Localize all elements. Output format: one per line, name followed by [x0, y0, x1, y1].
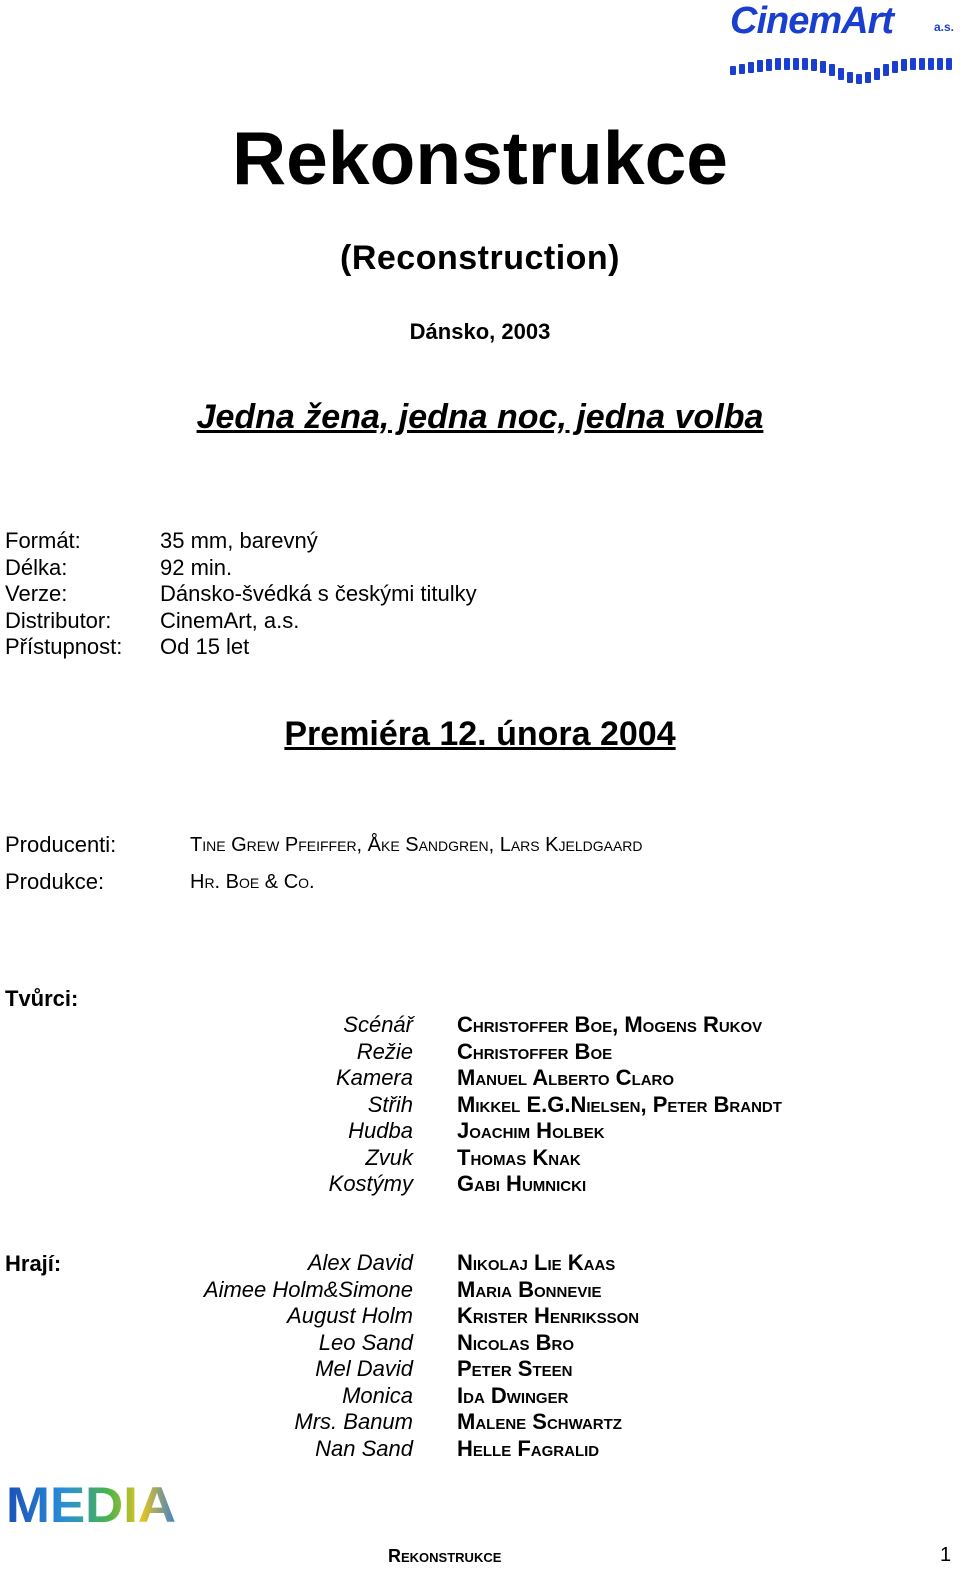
cast-role: Leo Sand: [318, 1329, 413, 1355]
crew-role: Režie: [356, 1038, 413, 1064]
info-value: Dánsko-švédká s českými titulky: [160, 581, 477, 606]
film-strip-icon: [728, 48, 956, 88]
cast-role: Mel David: [315, 1356, 413, 1381]
crew-role: Scénář: [343, 1012, 413, 1037]
media-logo-text: MEDIA: [6, 1480, 176, 1528]
cast-name: Krister Henriksson: [457, 1303, 640, 1328]
info-label: Délka:: [5, 554, 68, 580]
cast-names: [457, 1250, 639, 1462]
film-origin: Dánsko, 2003: [409, 319, 551, 344]
info-value: CinemArt, a.s.: [160, 607, 300, 633]
crew-name: Manuel Alberto Claro: [457, 1065, 675, 1090]
info-row-length: [5, 555, 477, 582]
info-label: Formát:: [5, 528, 81, 553]
production-company-label: Produkce:: [5, 869, 105, 894]
media-logo: [4, 1480, 180, 1528]
crew-name: Mikkel E.G.Nielsen, Peter Brandt: [457, 1091, 782, 1117]
crew-role: Kamera: [335, 1065, 413, 1090]
film-info-table: [5, 528, 477, 661]
crew-roles: [100, 1012, 413, 1198]
production-company-value: Hr. Boe & Co.: [190, 871, 315, 893]
info-label: Distributor:: [5, 607, 112, 633]
cast-name: Malene Schwartz: [457, 1409, 622, 1434]
cast-role: Aimee Holm&Simone: [203, 1276, 413, 1302]
cast-name: Nikolaj Lie Kaas: [457, 1250, 616, 1275]
cast-name: Helle Fagralid: [457, 1435, 600, 1461]
cast-name: Maria Bonnevie: [457, 1276, 602, 1302]
info-value: Od 15 let: [160, 634, 250, 659]
cast-name: Peter Steen: [457, 1356, 573, 1381]
info-label: Verze:: [5, 581, 68, 606]
info-value: 35 mm, barevný: [160, 528, 318, 553]
info-value: 92 min.: [160, 554, 233, 580]
producers-value: Tine Grew Pfeiffer, Åke Sandgren, Lars Kjeldgaard: [190, 834, 643, 856]
info-row-format: [5, 528, 477, 555]
crew-names: [457, 1012, 782, 1198]
film-title: Rekonstrukce: [231, 116, 729, 200]
cinemart-logo: [722, 0, 960, 92]
cast-role: August Holm: [287, 1303, 413, 1328]
info-row-version: [5, 581, 477, 608]
cast-role: Monica: [342, 1382, 413, 1408]
cast-role: Alex David: [307, 1250, 413, 1275]
cast-role: Nan Sand: [315, 1435, 413, 1461]
cast-label: Hrají:: [5, 1251, 62, 1276]
cinemart-logo-suffix: a.s.: [934, 20, 955, 34]
crew-role: Zvuk: [365, 1144, 413, 1170]
crew-role: Kostýmy: [328, 1171, 413, 1196]
cast-name: Nicolas Bro: [457, 1329, 575, 1355]
producers-label: Producenti:: [5, 832, 117, 857]
crew-role: Střih: [367, 1091, 413, 1117]
film-tagline: Jedna žena, jedna noc, jedna volba: [196, 398, 764, 436]
crew-role: Hudba: [348, 1118, 413, 1143]
crew-name: Christoffer Boe: [457, 1038, 613, 1064]
cast-name: Ida Dwinger: [457, 1382, 569, 1408]
film-subtitle: (Reconstruction): [340, 239, 620, 277]
crew-name: Gabi Humnicki: [457, 1171, 587, 1196]
cast-role: Mrs. Banum: [294, 1409, 413, 1434]
page-number: 1: [940, 1544, 952, 1566]
info-row-distributor: [5, 608, 477, 635]
cast-roles: [100, 1250, 413, 1462]
crew-name: Thomas Knak: [457, 1144, 581, 1170]
crew-name: Joachim Holbek: [457, 1118, 605, 1143]
crew-label: Tvůrci:: [5, 986, 79, 1011]
footer-title: Rekonstrukce: [388, 1546, 502, 1566]
info-label: Přístupnost:: [5, 634, 123, 659]
premiere-date: Premiéra 12. února 2004: [284, 715, 676, 753]
crew-name: Christoffer Boe, Mogens Rukov: [457, 1012, 763, 1037]
info-row-rating: [5, 634, 477, 661]
cinemart-logo-text: CinemArt: [730, 0, 894, 42]
